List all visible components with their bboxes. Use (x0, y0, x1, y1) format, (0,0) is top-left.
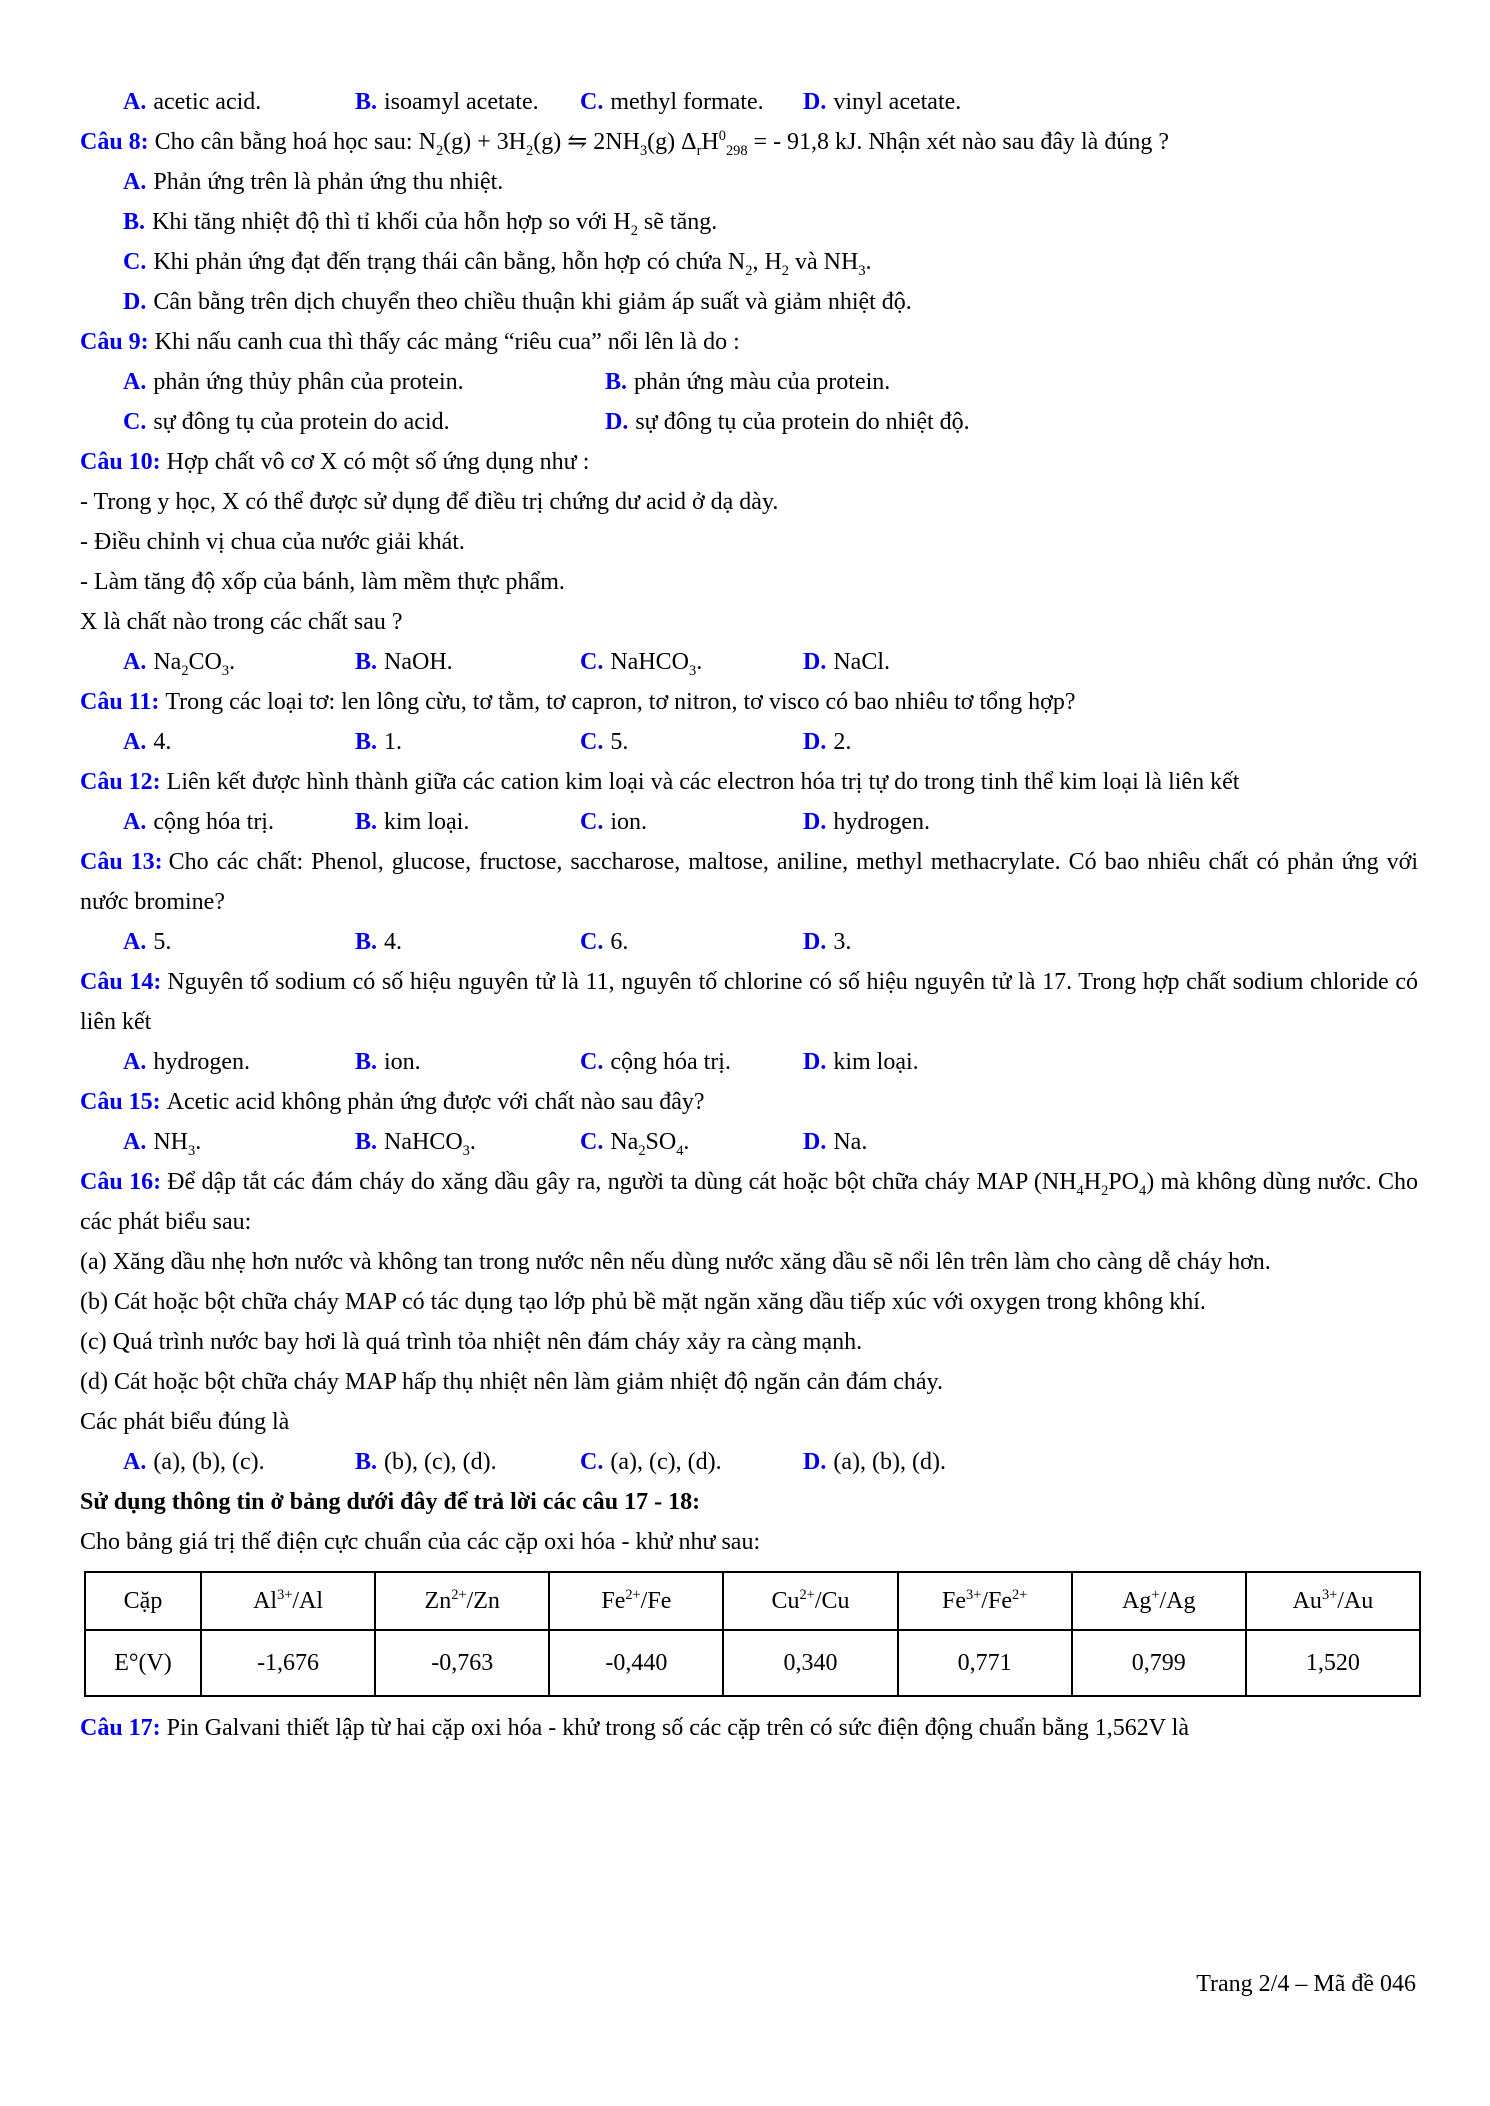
option-letter: A. (123, 649, 147, 675)
question-15 (80, 1082, 1418, 1122)
option-letter: D. (803, 809, 827, 835)
q9-option-c (123, 402, 605, 442)
option-text: cộng hóa trị. (153, 809, 274, 835)
section-intro: Cho bảng giá trị thế điện cực chuẩn của các cặp oxi hóa - khử như sau: (80, 1529, 761, 1555)
question-label: Câu 14: (80, 969, 162, 995)
q7-option-d (803, 82, 1418, 122)
question-text: Pin Galvani thiết lập từ hai cặp oxi hóa - khử trong số các cặp trên có sức điện động chuẩn bằng 1,562V là (166, 1715, 1189, 1741)
option-letter: B. (605, 369, 628, 395)
option-letter: D. (803, 649, 827, 675)
question-label: Câu 12: (80, 769, 161, 795)
table-header-cell: $Al^{3+}/Al$ (201, 1572, 375, 1630)
option-letter: B. (355, 729, 378, 755)
option-text: kim loại. (833, 1049, 919, 1075)
option-letter: C. (580, 1049, 604, 1075)
q12-options-row (80, 802, 1418, 842)
q16-statement-d: (d) Cát hoặc bột chữa cháy MAP hấp thụ nhiệt nên làm giảm nhiệt độ ngăn cản đám cháy. (80, 1369, 943, 1395)
question-text: Để dập tắt các đám cháy do xăng dầu gây ra, người ta dùng cát hoặc bột chữa cháy MAP $(NH_4H_2PO_4)$ mà không dùng nước. Cho các phát biểu sau: (80, 1169, 1419, 1235)
q10-option-a (123, 642, 355, 682)
question-text: Hợp chất vô cơ X có một số ứng dụng như : (166, 449, 590, 475)
q13-option-b (355, 922, 580, 962)
option-letter: D. (803, 1449, 827, 1475)
table-header-cell: Cặp (85, 1572, 201, 1630)
option-letter: B. (355, 1049, 378, 1075)
q11-options-row (80, 722, 1418, 762)
q14-option-a (123, 1042, 355, 1082)
q10-option-b (355, 642, 580, 682)
q13-option-c (580, 922, 803, 962)
q7-options-row (80, 82, 1418, 122)
question-label: Câu 16: (80, 1169, 162, 1195)
option-letter: A. (123, 1049, 147, 1075)
option-text: 5. (153, 929, 172, 955)
option-text: NaHCO$_3$. (384, 1129, 476, 1159)
option-letter: A. (123, 369, 147, 395)
option-letter: C. (580, 809, 604, 835)
q12-option-d (803, 802, 1418, 842)
q10-options-row (80, 642, 1418, 682)
q8-option-d (80, 282, 1418, 322)
question-label: Câu 8: (80, 129, 149, 155)
q10-option-c (580, 642, 803, 682)
question-label: Câu 17: (80, 1715, 161, 1741)
option-letter: A. (123, 1449, 147, 1475)
table-header-cell: $Zn^{2+}/Zn$ (375, 1572, 549, 1630)
q12-option-c (580, 802, 803, 842)
option-letter: C. (580, 929, 604, 955)
option-text: hydrogen. (833, 809, 930, 835)
q16-statement-c: (c) Quá trình nước bay hơi là quá trình tỏa nhiệt nên đám cháy xảy ra càng mạnh. (80, 1329, 863, 1355)
option-letter: B. (355, 89, 378, 115)
q10-question-line: X là chất nào trong các chất sau ? (80, 609, 403, 635)
option-letter: C. (580, 89, 604, 115)
q15-options-row (80, 1122, 1418, 1162)
option-text: $Na_2CO_3$. (153, 649, 236, 679)
table-header-cell: $Cu^{2+}/Cu$ (723, 1572, 897, 1630)
option-letter: A. (123, 929, 147, 955)
question-11 (80, 682, 1418, 722)
question-16 (80, 1162, 1418, 1242)
option-letter: C. (580, 649, 604, 675)
q16-statement-a: (a) Xăng dầu nhẹ hơn nước và không tan trong nước nên nếu dùng nước xăng dầu sẽ nổi lên trên làm cho càng dễ cháy hơn. (80, 1249, 1271, 1275)
q9-option-a (123, 362, 605, 402)
q11-option-a (123, 722, 355, 762)
option-letter: A. (123, 1129, 147, 1155)
option-letter: C. (580, 729, 604, 755)
option-letter: D. (803, 729, 827, 755)
question-label: Câu 10: (80, 449, 161, 475)
option-text: 5. (610, 729, 629, 755)
question-text: Trong các loại tơ: len lông cừu, tơ tằm, tơ capron, tơ nitron, tơ visco có bao nhiêu tơ tổng hợp? (165, 689, 1076, 715)
table-value-cell: 0,771 (898, 1630, 1072, 1696)
option-text: 3. (833, 929, 852, 955)
q12-option-b (355, 802, 580, 842)
q16-statement-b: (b) Cát hoặc bột chữa cháy MAP có tác dụng tạo lớp phủ bề mặt ngăn xăng dầu tiếp xúc với oxygen trong không khí. (80, 1289, 1206, 1315)
q10-use-line-1: - Trong y học, X có thể được sử dụng để điều trị chứng dư acid ở dạ dày. (80, 489, 779, 515)
option-letter: B. (355, 929, 378, 955)
option-text: 1. (384, 729, 403, 755)
question-17 (80, 1708, 1418, 1748)
option-letter: B. (355, 1449, 378, 1475)
q16-options-row (80, 1442, 1418, 1482)
question-text: Khi nấu canh cua thì thấy các mảng “riêu cua” nổi lên là do : (154, 329, 740, 355)
option-text: 4. (153, 729, 172, 755)
option-letter: A. (123, 89, 147, 115)
option-text: sự đông tụ của protein do acid. (153, 409, 450, 435)
q13-option-a (123, 922, 355, 962)
option-letter: A. (123, 809, 147, 835)
q10-use-line-3: - Làm tăng độ xốp của bánh, làm mềm thực phẩm. (80, 569, 565, 595)
option-text: Cân bằng trên dịch chuyển theo chiều thuận khi giảm áp suất và giảm nhiệt độ. (153, 289, 912, 315)
option-letter: C. (580, 1129, 604, 1155)
q15-option-b (355, 1122, 580, 1162)
option-text: Khi phản ứng đạt đến trạng thái cân bằng, hỗn hợp có chứa $N_2$, $H_2$ và $NH_3$. (153, 249, 872, 279)
electrode-potential-table (84, 1571, 1421, 1697)
option-text: ion. (610, 809, 648, 835)
option-text: 6. (610, 929, 629, 955)
q14-option-d (803, 1042, 1418, 1082)
table-header-cell: Ag+/Ag (1072, 1572, 1246, 1630)
option-text: vinyl acetate. (833, 89, 962, 115)
option-text: Phản ứng trên là phản ứng thu nhiệt. (153, 169, 504, 195)
section-instruction: Sử dụng thông tin ở bảng dưới đây để trả lời các câu 17 - 18: (80, 1489, 701, 1515)
table-header-cell: $Fe^{2+}/Fe$ (549, 1572, 723, 1630)
option-letter: D. (123, 289, 147, 315)
option-letter: C. (123, 249, 147, 275)
option-text: kim loại. (384, 809, 470, 835)
option-text: NaHCO$_3$. (610, 649, 703, 679)
option-letter: D. (803, 929, 827, 955)
question-text: Nguyên tố sodium có số hiệu nguyên tử là 11, nguyên tố chlorine có số hiệu nguyên tử là 17. Trong hợp chất sodium chloride có liên kết (80, 969, 1419, 1035)
option-text: ion. (384, 1049, 421, 1075)
question-14 (80, 962, 1418, 1042)
option-text: sự đông tụ của protein do nhiệt độ. (635, 409, 970, 435)
table-header-cell: $Au^{3+}/Au$ (1246, 1572, 1420, 1630)
option-letter: B. (355, 649, 378, 675)
question-text: Cho cân bằng hoá học sau: $N_2(g) + 3H_2(g)$ ⇋ $2NH_3(g) \Delta_rH^0_{298}$ = - 91,8 kJ. Nhận xét nào sau đây là đúng ? (154, 128, 1169, 159)
table-value-cell: -0,440 (549, 1630, 723, 1696)
option-text: 2. (833, 729, 852, 755)
page-footer: Trang 2/4 – Mã đề 046 (1196, 1971, 1416, 1997)
option-letter: D. (803, 1129, 827, 1155)
table-value-cell: 0,340 (723, 1630, 897, 1696)
option-text: Na. (833, 1129, 868, 1155)
option-letter: B. (355, 809, 378, 835)
option-text: Khi tăng nhiệt độ thì tỉ khối của hỗn hợp so với $H_2$ sẽ tăng. (152, 209, 718, 239)
q16-option-d (803, 1442, 1418, 1482)
option-text: 4. (384, 929, 403, 955)
table-value-cell: 1,520 (1246, 1630, 1420, 1696)
option-text: hydrogen. (153, 1049, 250, 1075)
question-text: Liên kết được hình thành giữa các cation kim loại và các electron hóa trị tự do trong tinh thể kim loại là liên kết (166, 769, 1240, 795)
option-letter: B. (355, 1129, 378, 1155)
option-text: (a), (b), (d). (833, 1449, 946, 1475)
q9-options-row-2 (80, 402, 1418, 442)
q16-option-c (580, 1442, 803, 1482)
question-text: Cho các chất: Phenol, glucose, fructose, saccharose, maltose, aniline, methyl methacrylate. Có bao nhiêu chất có phản ứng với nước bromine? (80, 849, 1418, 915)
option-text: NaOH. (384, 649, 453, 675)
q7-option-a (123, 82, 355, 122)
q9-option-b (605, 362, 1418, 402)
option-letter: C. (123, 409, 147, 435)
question-label: Câu 15: (80, 1089, 161, 1115)
q16-option-b (355, 1442, 580, 1482)
option-text: phản ứng màu của protein. (634, 369, 891, 395)
q11-option-c (580, 722, 803, 762)
table-value-cell: E°(V) (85, 1630, 201, 1696)
q15-option-d (803, 1122, 1418, 1162)
q16-option-a (123, 1442, 355, 1482)
q8-option-c (80, 242, 1418, 282)
option-text: (a), (b), (c). (153, 1449, 265, 1475)
q7-option-c (580, 82, 803, 122)
option-text: $NH_3$. (153, 1129, 202, 1159)
option-letter: B. (123, 209, 146, 235)
q7-option-b (355, 82, 580, 122)
question-12 (80, 762, 1418, 802)
question-text: Acetic acid không phản ứng được với chất nào sau đây? (166, 1089, 705, 1115)
q14-option-b (355, 1042, 580, 1082)
q15-option-a (123, 1122, 355, 1162)
option-text: phản ứng thủy phân của protein. (153, 369, 464, 395)
option-text: (b), (c), (d). (384, 1449, 497, 1475)
option-letter: D. (803, 89, 827, 115)
question-10 (80, 442, 1418, 482)
q14-options-row (80, 1042, 1418, 1082)
q11-option-b (355, 722, 580, 762)
q10-use-line-2: - Điều chỉnh vị chua của nước giải khát. (80, 529, 465, 555)
question-13 (80, 842, 1418, 922)
option-text: (a), (c), (d). (610, 1449, 722, 1475)
q9-options-row-1 (80, 362, 1418, 402)
q13-option-d (803, 922, 1418, 962)
option-letter: C. (580, 1449, 604, 1475)
question-9 (80, 322, 1418, 362)
option-letter: A. (123, 729, 147, 755)
question-8 (80, 122, 1418, 162)
table-value-cell: 0,799 (1072, 1630, 1246, 1696)
question-label: Câu 9: (80, 329, 149, 355)
q8-option-b (80, 202, 1418, 242)
option-text: isoamyl acetate. (384, 89, 539, 115)
q15-option-c (580, 1122, 803, 1162)
option-text: NaCl. (833, 649, 891, 675)
q9-option-d (605, 402, 1418, 442)
table-value-cell: -1,676 (201, 1630, 375, 1696)
option-letter: D. (605, 409, 629, 435)
option-letter: A. (123, 169, 147, 195)
option-text: cộng hóa trị. (610, 1049, 731, 1075)
q16-conclusion: Các phát biểu đúng là (80, 1409, 290, 1435)
q8-option-a (80, 162, 1418, 202)
q12-option-a (123, 802, 355, 842)
question-label: Câu 13: (80, 849, 163, 875)
option-letter: D. (803, 1049, 827, 1075)
table-value-row (85, 1630, 1420, 1696)
option-text: $Na_2SO_4$. (610, 1129, 690, 1159)
q14-option-c (580, 1042, 803, 1082)
q13-options-row (80, 922, 1418, 962)
table-header-cell: $Fe^{3+}/Fe^{2+}$ (898, 1572, 1072, 1630)
q10-option-d (803, 642, 1418, 682)
table-value-cell: -0,763 (375, 1630, 549, 1696)
option-text: methyl formate. (610, 89, 764, 115)
q11-option-d (803, 722, 1418, 762)
question-label: Câu 11: (80, 689, 160, 715)
table-header-row (85, 1572, 1420, 1630)
option-text: acetic acid. (153, 89, 262, 115)
